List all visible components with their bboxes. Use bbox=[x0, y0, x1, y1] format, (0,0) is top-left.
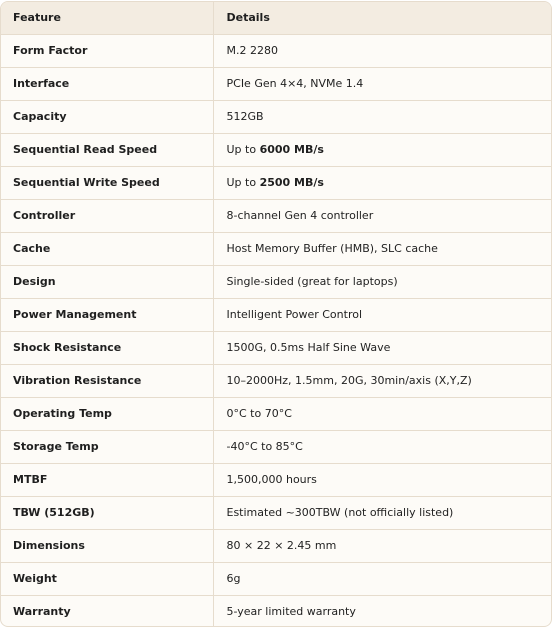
details-cell: 10–2000Hz, 1.5mm, 20G, 30min/axis (X,Y,Z) bbox=[213, 364, 551, 397]
details-cell: 6g bbox=[213, 562, 551, 595]
table-row bbox=[1, 397, 551, 430]
feature-cell: MTBF bbox=[1, 463, 213, 496]
details-cell: Intelligent Power Control bbox=[213, 298, 551, 331]
details-cell: 0°C to 70°C bbox=[213, 397, 551, 430]
table-row bbox=[1, 67, 551, 100]
feature-cell: Design bbox=[1, 265, 213, 298]
details-cell: Estimated ~300TBW (not officially listed) bbox=[213, 496, 551, 529]
feature-cell: Warranty bbox=[13, 605, 71, 619]
table-row bbox=[1, 199, 551, 232]
details-cell bbox=[213, 166, 551, 199]
details-cell: -40°C to 85°C bbox=[213, 430, 551, 463]
table-row bbox=[1, 265, 551, 298]
table-row bbox=[1, 100, 551, 133]
table-row bbox=[1, 232, 551, 265]
table-row bbox=[1, 562, 551, 595]
table-row bbox=[1, 463, 551, 496]
feature-cell: Interface bbox=[1, 67, 213, 100]
spec-table-container bbox=[0, 1, 552, 627]
feature-cell: Shock Resistance bbox=[1, 331, 213, 364]
table-row bbox=[1, 166, 551, 199]
feature-cell: Weight bbox=[1, 562, 213, 595]
details-prefix: Up to bbox=[226, 176, 260, 189]
feature-cell: TBW (512GB) bbox=[1, 496, 213, 529]
details-cell: Single-sided (great for laptops) bbox=[213, 265, 551, 298]
feature-cell: Capacity bbox=[1, 100, 213, 133]
feature-cell: Power Management bbox=[1, 298, 213, 331]
column-header-feature: Feature bbox=[1, 2, 213, 34]
table-row bbox=[1, 298, 551, 331]
table-row bbox=[1, 529, 551, 562]
details-cell: PCIe Gen 4×4, NVMe 1.4 bbox=[213, 67, 551, 100]
feature-cell: Operating Temp bbox=[1, 397, 213, 430]
details-cell: 512GB bbox=[213, 100, 551, 133]
table-header-row bbox=[1, 2, 551, 34]
details-prefix: Up to bbox=[226, 143, 260, 156]
details-cell bbox=[213, 133, 551, 166]
feature-cell: Cache bbox=[1, 232, 213, 265]
column-header-details: Details bbox=[213, 2, 551, 34]
feature-cell: Dimensions bbox=[1, 529, 213, 562]
feature-cell: Sequential Read Speed bbox=[1, 133, 213, 166]
table-row bbox=[1, 34, 551, 67]
details-cell: 1500G, 0.5ms Half Sine Wave bbox=[213, 331, 551, 364]
details-bold-value: 6000 MB/s bbox=[259, 143, 324, 156]
details-cell: 8-channel Gen 4 controller bbox=[213, 199, 551, 232]
table-row bbox=[1, 331, 551, 364]
details-cell: Host Memory Buffer (HMB), SLC cache bbox=[213, 232, 551, 265]
details-bold-value: 2500 MB/s bbox=[259, 176, 324, 189]
feature-cell: Form Factor bbox=[1, 34, 213, 67]
details-cell: M.2 2280 bbox=[213, 34, 551, 67]
table-row bbox=[1, 133, 551, 166]
details-cell: 1,500,000 hours bbox=[213, 463, 551, 496]
table-row bbox=[1, 496, 551, 529]
feature-cell: Storage Temp bbox=[1, 430, 213, 463]
feature-cell: Sequential Write Speed bbox=[1, 166, 213, 199]
details-cell: 80 × 22 × 2.45 mm bbox=[213, 529, 551, 562]
feature-cell: Controller bbox=[1, 199, 213, 232]
spec-table bbox=[1, 2, 551, 627]
feature-cell: Vibration Resistance bbox=[1, 364, 213, 397]
table-row bbox=[1, 595, 551, 627]
details-cell: 5-year limited warranty bbox=[213, 595, 551, 627]
table-row bbox=[1, 364, 551, 397]
table-row bbox=[1, 430, 551, 463]
